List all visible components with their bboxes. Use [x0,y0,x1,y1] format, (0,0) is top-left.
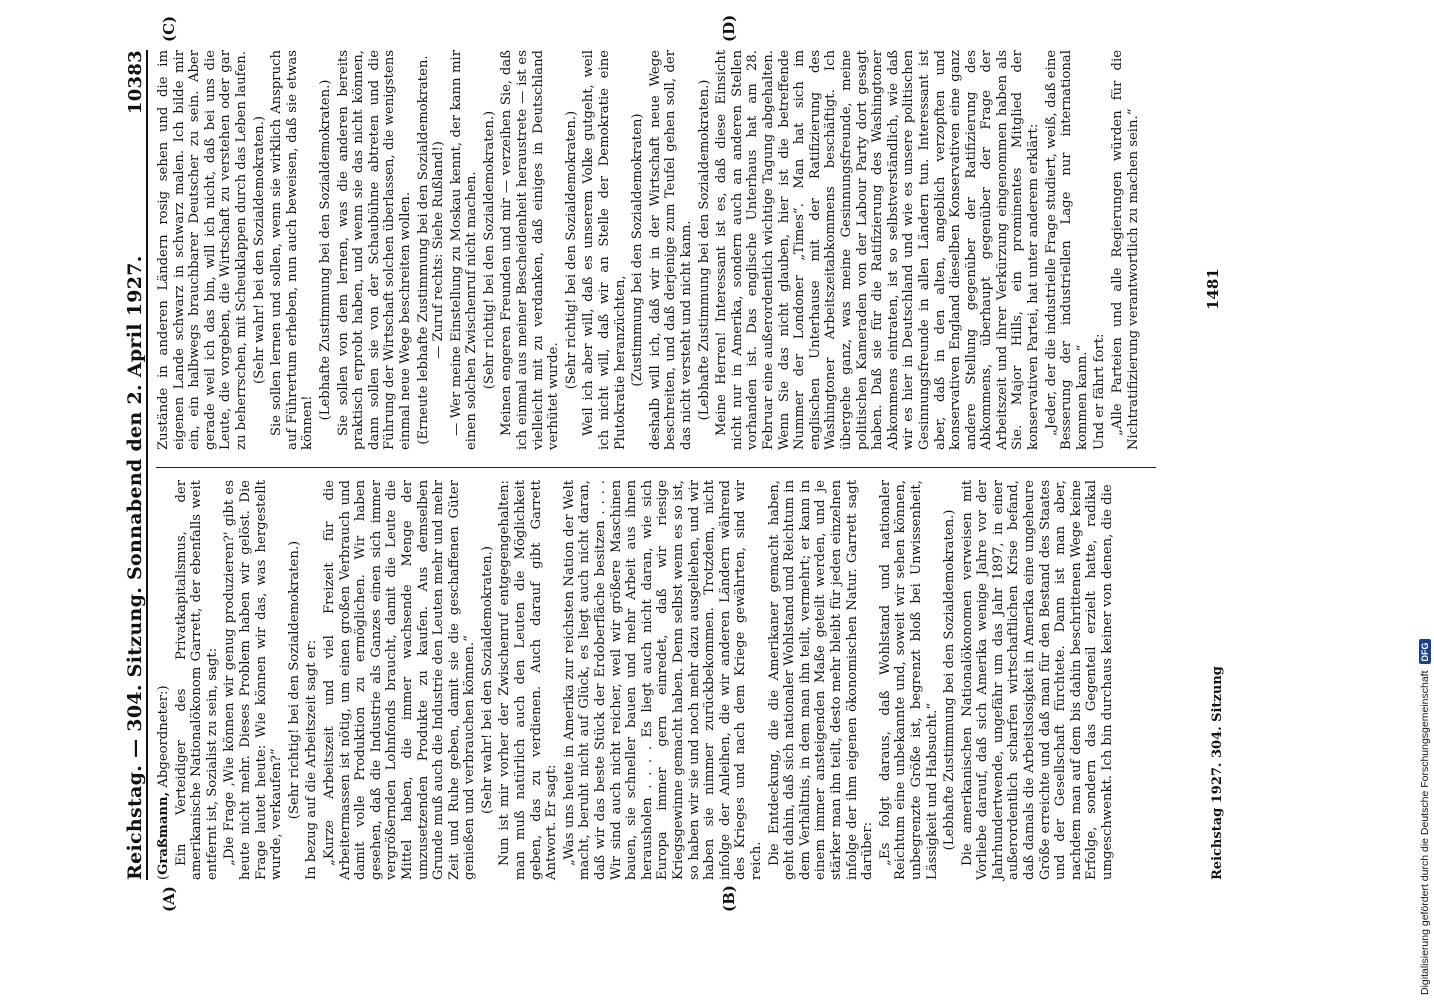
quote: „Jeder, der die industrielle Frage studiert, weiß, daß eine Besserung der industriellen Lage nur international kommen kann.“ [1043,50,1090,450]
speaker-role: Abgeordneter: [156,690,171,788]
interjection: (Lebhafte Zustimmung bei den Sozialdemokraten.) [317,79,333,421]
interjection: (Erneute lebhafte Zustimmung bei den Sozialdemokraten. — Zuruf rechts: Siehe Rußland!) [415,55,447,445]
sheet-number: 1481 [1204,268,1222,310]
margin-marker-b: (B) [720,885,738,912]
paragraph: Weil ich aber will, daß es unserem Volke gutgeht, weil ich nicht will, daß wir an Stelle der Demokratie eine Plutokratie heranzüchten, [581,50,628,450]
column-divider [156,467,1156,468]
interjection: (Sehr wahr! bei den Sozialdemokraten.) [251,116,267,384]
paragraph: Zustände in anderen Ländern rosig sehen und die im eigenen Lande schwarz in schwarz malen. Ich bilde mir ein, ein halbwegs brauchbarer Deutscher zu sein. Aber gerade weil ich das bin, will ich nicht, daß bei uns die Leute, die vorgeben, die Wirtschaft zu verstehen oder gar zu beherrschen, mit Scheuklappen durch das Leben laufen. [156,50,249,450]
interjection: (Zustimmung bei den Sozialdemokraten) [630,113,646,387]
credit-text: Digitalisierung gefördert durch die Deutsche Forschungsgemeinschaft [1419,670,1431,995]
quote: „Was uns heute in Amerika zur reichsten Nation der Welt macht, beruht nicht auf Glück, es liegt auch nicht daran, daß wir das beste Stück der Erdoberfläche besitzen . . . . Wir sind auch nicht reicher, weil wir größere Maschinen bauen, sie schneller bauen und mehr Arbeit aus ihnen herausholen . . . . Es liegt auch nicht daran, wie sich Europa immer gern einredet, daß wir riesige Kriegsgewinne gemacht haben. Denn selbst wenn es so ist, so haben wir sie und noch mehr dazu ausgeliehen, und wir haben sie nimmer zurückbekommen. Trotzdem, nicht infolge der Anleihen, die wir anderen Ländern während des Krieges und nach dem Kriege gewährten, sind wir reich. [561,480,764,880]
margin-marker-c: (C) [160,15,178,42]
paragraph: — Wer meine Einstellung zu Moskau kennt, der kann mir einen solchen Zwischenruf nicht machen. [448,50,480,450]
speaker-name: Graßmann, [156,791,171,875]
paragraph: Die Entdeckung, die die Amerikaner gemacht haben, geht dahin, daß sich nationaler Wohlstand und Reichtum in dem Verhältnis, in dem man ihn teilt, vermehrt; er kann in einem immer ansteigenden Maße geteilt werden, und je stärker man ihn teilt, desto mehr bleibt für jeden einzelnen infolge der ihm eigenen ökonomischen Natur. Garrett sagt darüber: [766,480,876,880]
quote: „Es folgt daraus, daß Wohlstand und nationaler Reichtum eine unbekannte und, soweit wir sehen können, unbegrenzte Größe ist, begrenzt bloß bei Unwissenheit, Lässigkeit und Habsucht.“ [877,480,940,880]
quote: „Alle Parteien und alle Regierungen würden für die Nichtratifizierung verantwortlich zu machen sein.“ [1110,50,1141,450]
paragraph: Nun ist mir vorher der Zwischenruf entgegengehalten: man muß natürlich auch den Leuten die Möglichkeit geben, das zu verdienen. Auch darauf gibt Garrett Antwort. Er sagt: [497,480,560,880]
interjection: (Lebhafte Zustimmung bei den Sozialdemokraten.) [942,509,958,851]
interjection: (Sehr wahr! bei den Sozialdemokraten.) [479,546,495,814]
right-column [156,50,1143,450]
paragraph: deshalb will ich, daß wir in der Wirtschaft neue Wege beschreiten, und daß derjenige zum Teufel gehen soll, der das nicht versteht und nicht kann. [647,50,694,450]
running-header [118,50,148,880]
interjection: (Sehr richtig! bei den Sozialdemokraten.) [563,110,579,390]
paragraph: Die amerikanischen Nationalökonomen verweisen mit Vorliebe darauf, daß sich Amerika wenige Jahre vor der Jahrhundertwende, ungefähr um das Jahr 1897, in einer außerordentlich scharfen wirtschaftlichen Krise befand, daß damals die Arbeitslosigkeit in Amerika eine ungeheure Größe erreichte und daß man für den Bestand des Staates und der Gesellschaft fürchtete. Dann ist man aber, nachdem man auf dem bis dahin beschrittenen Wege keine Erfolge, sondern das Gegenteil erzielt hatte, radikal umgeschwenkt. Ich bin durchaus keiner von denen, die die [959,480,1116,880]
paragraph: Ein Verteidiger des Privatkapitalismus, der amerikanische Nationalökonom Garrett, der ebenfalls weit entfernt ist, Sozialist zu sein, sagt: [173,480,220,880]
margin-marker-d: (D) [720,14,738,42]
header-title: Reichstag. — 304. Sitzung. Sonnabend den 2. April 1927. [124,255,146,880]
paragraph: Meine Herren! Interessant ist es, daß diese Einsicht nicht nur in Amerika, sondern auch an anderen Stellen vorhanden ist. Das englische Unterhaus hat am 28. Februar eine außerordentlich wichtige Tagung abgehalten. Wenn Sie das nicht glauben, hier ist die betreffende Nummer der Londoner „Times“. Man hat sich im englischen Unterhause mit der Ratifizierung des Washingtoner Arbeitszeitabkommens beschäftigt. Ich übergehe ganz, was meine Gesinnungsfreunde, meine politischen Kameraden von der Labour Party dort gesagt haben. Daß sie für die Ratifizierung des Washingtoner Abkommens eintraten, ist so selbstverständlich, wie daß wir es hier in Deutschland und wie es unsere politischen Gesinnungsfreunde in allen Ländern tun. Interessant ist aber, daß in den alten, angeblich verzopften und konservativen England dieselben Konservativen eine ganz andere Stellung gegenüber der Ratifizierung des Abkommens, überhaupt gegenüber der Frage der Arbeitszeit und ihrer Verkürzung eingenommen haben als Sie. Major Hills, ein prominentes Mitglied der konservativen Partei, hat unter anderem erklärt: [714,50,1042,450]
quote: „Die Frage ‚Wie können wir genug produzieren?' gibt es heute nicht mehr. Dieses Problem haben wir gelöst. Die Frage lautet heute: Wie können wir das, was hergestellt wurde, verkaufen?“ [222,480,285,880]
rotated-document-page [100,10,1260,920]
page-number: 10383 [125,50,146,115]
left-column [156,480,1118,880]
margin-marker-a: (A) [160,886,178,912]
paragraph: Sie sollen lernen und sollen, wenn sie wirklich Anspruch auf Führertum erheben, nun auch beweisen, daß sie etwas können! [269,50,316,450]
interjection: (Sehr richtig! bei den Sozialdemokraten.) [481,110,497,390]
interjection: (Sehr richtig! bei den Sozialdemokraten.) [286,540,302,820]
paragraph: Und er fährt fort: [1092,333,1108,450]
digitization-credit [1418,5,1432,995]
paragraph: In bezug auf die Arbeitszeit sagt er: [304,639,320,880]
dfg-logo: DFG [1419,639,1431,664]
quote: „Kurze Arbeitszeit und viel Freizeit für die Arbeitermassen ist nötig, um einen großen Verbrauch und damit volle Produktion zu ermöglichen. Wir haben gesehen, daß die Industrie als Ganzes einen sich immer vergrößernden Lohnfonds braucht, damit die Leute die Mittel haben, die immer wachsende Menge der umzusetzenden Produkte zu kaufen. Aus demselben Grunde muß auch die Industrie den Leuten mehr und mehr Zeit und Ruhe geben, damit sie die geschaffenen Güter genießen und verbrauchen können.“ [321,480,478,880]
interjection: (Lebhafte Zustimmung bei den Sozialdemokraten.) [696,79,712,421]
paragraph: Meinen engeren Freunden und mir — verzeihen Sie, daß ich einmal aus meiner Bescheidenheit heraustrete — ist es vielleicht mit zu verdanken, daß einiges in Deutschland verhütet wurde. [499,50,562,450]
speaker-line: (Graßmann, Abgeordneter:) [156,685,171,880]
paragraph: Sie sollen von dem lernen, was die anderen bereits praktisch erprobt haben, und wenn sie das nicht können, dann sollen sie von der Schaubühne abtreten und die Führung der Wirtschaft solchen überlassen, die wenigstens einmal neue Wege beschreiten wollen. [335,50,413,450]
footer-left: Reichstag 1927. 304. Sitzung [1210,666,1225,880]
